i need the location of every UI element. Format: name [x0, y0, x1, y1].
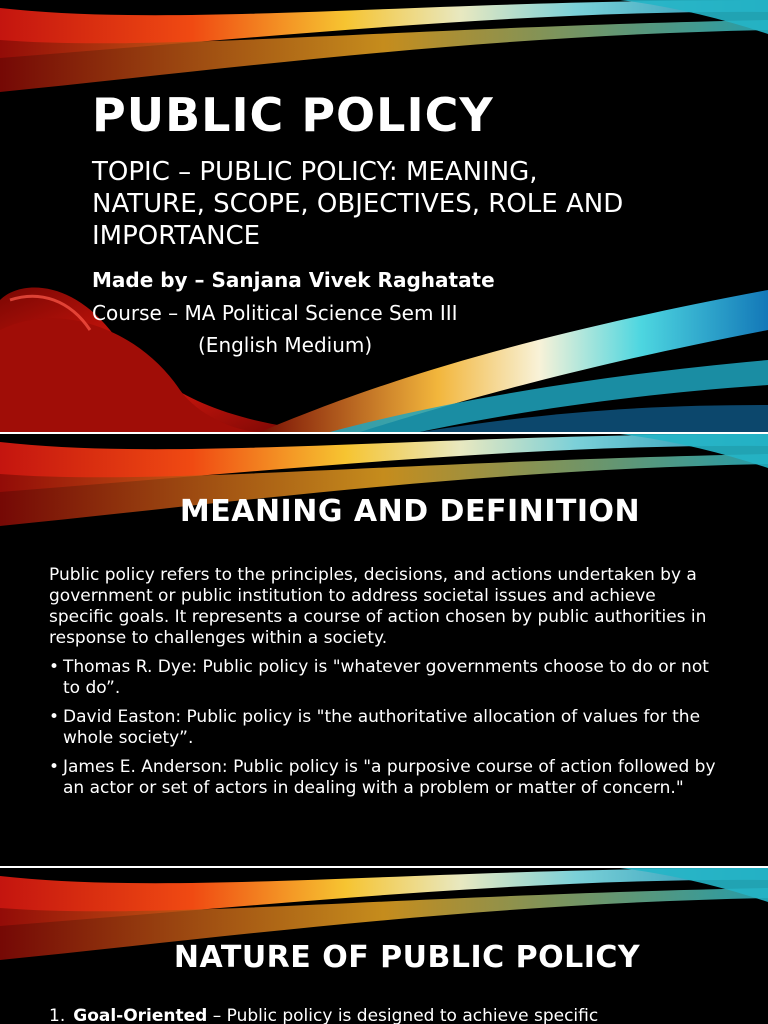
intro-paragraph: Public policy refers to the principles, decisions, and actions undertaken by a government or public institution to address societal issues and achieve specific goals. It represents a course of action chosen by public authorities in response to challenges within a society.: [49, 565, 707, 648]
presentation-subtitle: TOPIC – PUBLIC POLICY: MEANING, NATURE, SCOPE, OBJECTIVES, ROLE AND IMPORTANCE: [92, 157, 624, 251]
bullet-icon: •: [49, 657, 60, 677]
bullet-icon: •: [49, 707, 60, 727]
nature-slide: [0, 868, 768, 1024]
list-item: • Thomas R. Dye: Public policy is "whatever governments choose to do or not to do”.: [49, 657, 709, 698]
item-term: Goal-Oriented: [73, 1006, 208, 1024]
slide-title: NATURE OF PUBLIC POLICY: [173, 940, 641, 975]
item-text: – Public policy is designed to achieve specific: [207, 1006, 599, 1024]
bullet-icon: •: [49, 757, 60, 777]
course-line: Course – MA Political Science Sem III: [92, 301, 458, 325]
medium-line: (English Medium): [198, 333, 373, 357]
list-item: [49, 1006, 598, 1024]
presentation-title: PUBLIC POLICY: [92, 88, 494, 142]
author-line: Made by – Sanjana Vivek Raghatate: [92, 268, 495, 292]
title-slide: [0, 0, 768, 432]
meaning-slide: [0, 434, 768, 866]
list-item: • David Easton: Public policy is "the authoritative allocation of values for the whole society”.: [49, 707, 701, 748]
slide-title: MEANING AND DEFINITION: [179, 494, 641, 529]
list-item: • James E. Anderson: Public policy is "a purposive course of action followed by an actor or set of actors in dealing with a problem or matter of concern.": [49, 757, 716, 798]
item-number: 1.: [49, 1006, 66, 1024]
definition-list: [49, 657, 724, 799]
slide-body: [49, 565, 724, 807]
